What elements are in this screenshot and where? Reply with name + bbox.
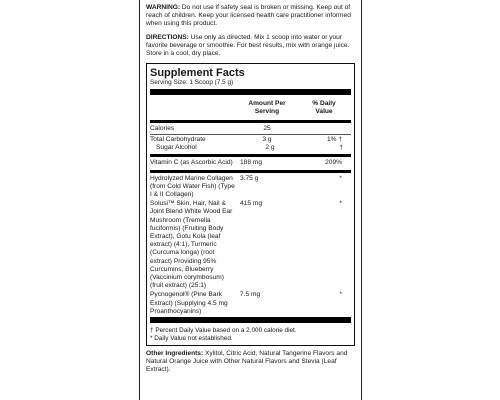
ingredient-amount: 7.5 mg bbox=[240, 291, 261, 299]
divider-thick bbox=[150, 89, 351, 95]
nutrient-name: Sugar Alcohol bbox=[156, 144, 197, 152]
ingredient-dv: * bbox=[339, 291, 342, 299]
col-dv-line1: % Daily bbox=[312, 100, 336, 108]
directions-paragraph bbox=[146, 34, 355, 59]
nutrient-row-carbohydrate bbox=[150, 136, 351, 144]
ingredient-amount: 415 mg bbox=[240, 200, 262, 208]
ingredient-name: Hydrolyzed Marine Collagen (from Cold Water Fish) (Type I & II Collagen) bbox=[150, 174, 235, 199]
serving-size: Serving Size: 1 Scoop (7.5 g) bbox=[150, 79, 234, 87]
divider-medium bbox=[150, 154, 351, 157]
nutrient-row-calories bbox=[150, 125, 351, 133]
nutrient-dv: 1% † bbox=[326, 136, 342, 144]
column-header bbox=[150, 99, 351, 118]
nutrient-name: Total Carbohydrate bbox=[150, 136, 206, 144]
nutrient-row-vitamin-c bbox=[150, 159, 351, 167]
col-dv-line2: Value bbox=[315, 108, 333, 116]
ingredient-dv: * bbox=[339, 174, 342, 182]
label-panel bbox=[139, 0, 362, 400]
divider-hairline bbox=[150, 134, 351, 135]
other-ingredients-text: Xylitol, Citric Acid, Natural Tangerine Flavors and Natural Orange Juice with Other Natural Flavors and Stevia (Leaf Extract). bbox=[146, 350, 348, 374]
warning-heading: WARNING: bbox=[146, 4, 181, 11]
other-ingredients-paragraph bbox=[146, 350, 355, 375]
other-ingredients-heading: Other Ingredients: bbox=[146, 350, 204, 358]
divider-medium bbox=[150, 170, 351, 173]
ingredient-row-collagen bbox=[150, 175, 351, 200]
nutrient-dv bbox=[298, 125, 350, 133]
nutrient-row-sugar-alcohol bbox=[150, 144, 351, 152]
footnote-dv-not-established: * Daily Value not established. bbox=[150, 335, 233, 343]
ingredient-amount: 3.75 g bbox=[240, 174, 259, 182]
supplement-facts-title: Supplement Facts bbox=[150, 67, 245, 80]
nutrient-dv: 209% bbox=[325, 159, 342, 167]
directions-text: Use only as directed. Mix 1 scoop into water or your favorite beverage or smoothie. For best results, mix with orange juice. Store in a cool, dry place. bbox=[146, 33, 350, 58]
nutrient-amount: 2 g bbox=[265, 144, 275, 152]
col-amount-line2: Serving bbox=[254, 108, 280, 116]
nutrient-name: Vitamin C (as Ascorbic Acid) bbox=[150, 159, 233, 167]
nutrient-dv: † bbox=[339, 144, 344, 152]
ingredient-dv: * bbox=[339, 200, 342, 208]
col-amount-line1: Amount Per bbox=[248, 100, 286, 108]
nutrient-name: Calories bbox=[150, 124, 175, 132]
ingredient-name: Solusi™ Skin, Hair, Nail & Joint Blend White Wood Ear Mushroom (Tremella fuciformis) (Fruiting Body Extract), Gotu Kola (leaf extract) (4:1), Turmeric (Curcuma longa) (root extract) Providing 95% Curcumins, Blueberry (Vaccinium corymbosum) (fruit extract) (25:1) bbox=[150, 200, 233, 290]
ingredient-name: Pycnogenol® (Pine Bark Extract) (Supplying 4.5 mg Proanthocyanins) bbox=[150, 291, 228, 315]
supplement-facts-box bbox=[146, 63, 355, 346]
warning-paragraph bbox=[146, 4, 355, 29]
ingredient-row-solusi-blend bbox=[150, 200, 351, 290]
nutrient-amount: 188 mg bbox=[240, 159, 262, 167]
directions-heading: DIRECTIONS: bbox=[146, 33, 189, 41]
nutrient-amount: 25 bbox=[263, 124, 271, 132]
nutrient-amount: 3 g bbox=[262, 136, 272, 144]
divider-thick bbox=[150, 317, 351, 323]
warning-text: Do not use if safety seal is broken or missing. Keep out of reach of children. Keep your licensed health care practitioner informed when using this product. bbox=[146, 4, 351, 28]
ingredient-row-pycnogenol bbox=[150, 291, 351, 316]
divider-medium bbox=[150, 120, 351, 123]
footnote-percent-dv: † Percent Daily Value based on a 2,000 calorie diet. bbox=[150, 327, 297, 335]
